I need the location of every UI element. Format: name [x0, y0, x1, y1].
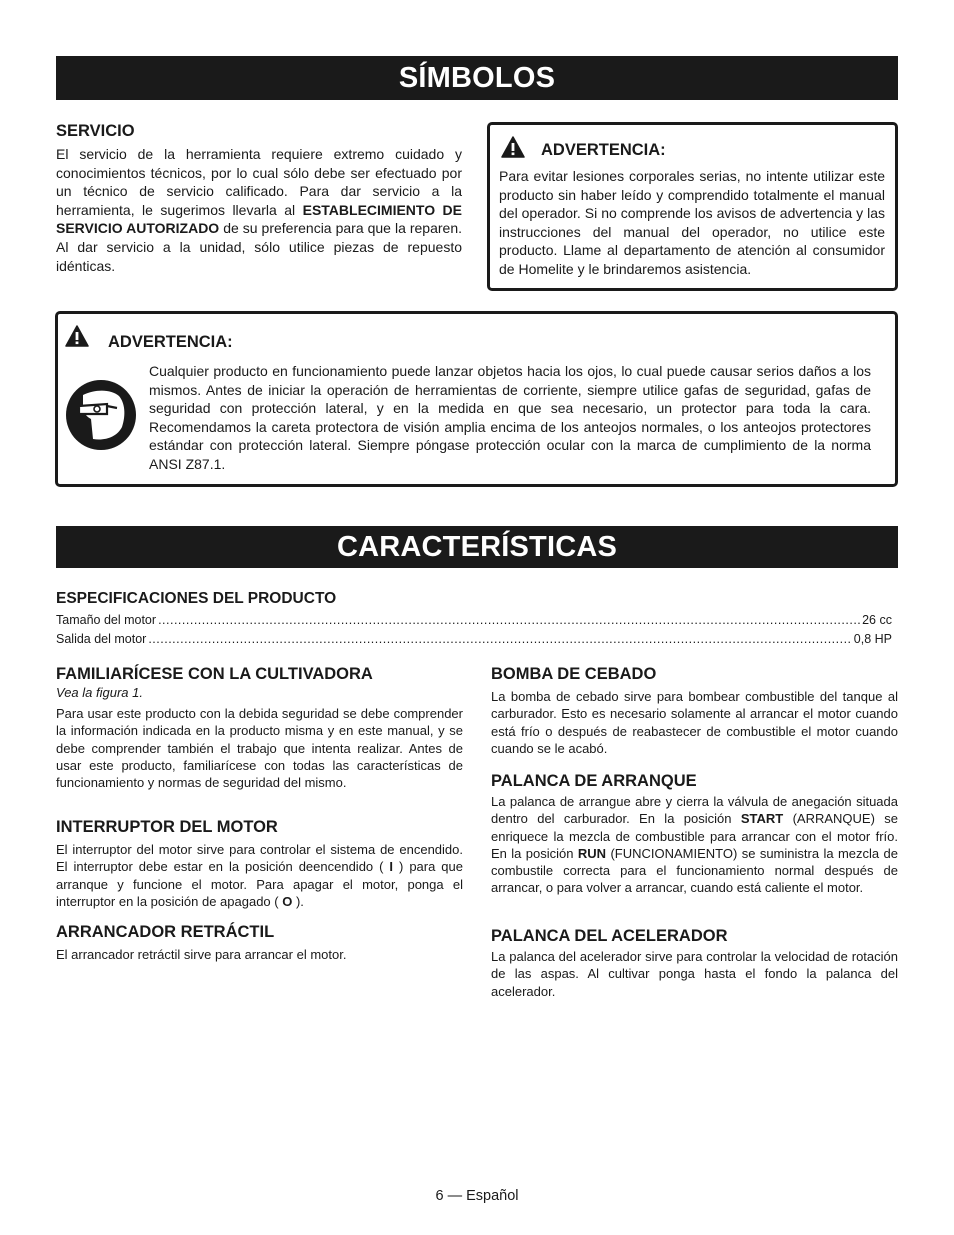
warning-triangle-icon: [65, 325, 89, 347]
familiarizese-text: Para usar este producto con la debida seguridad se debe comprender la información indicada en la producto misma y en este manual, y se debe comprender también el trabajo que intenta realizar. Antes de usar este producto, familiarícese con todas las características de funcionamiento y normas de seguridad del mismo.: [56, 706, 463, 791]
caracteristicas-banner: CARACTERÍSTICAS: [56, 526, 898, 568]
warning-triangle-icon: [501, 136, 525, 158]
warning-2-heading: ADVERTENCIA:: [108, 333, 233, 351]
safety-glasses-icon: [65, 379, 137, 451]
bomba-text: La bomba de cebado sirve para bombear combustible del tanque al carburador. Esto es necesario solamente al arrancar el motor cuando está frío o después de reabastecer de combustible el motor cuando cuando se le acabó.: [491, 689, 898, 756]
leader-dots: [148, 631, 851, 647]
spec-row: [56, 631, 892, 647]
arrancador-heading: ARRANCADOR RETRÁCTIL: [56, 923, 275, 941]
simbolos-banner: SÍMBOLOS: [56, 56, 898, 100]
warning-1-text: Para evitar lesiones corporales serias, no intente utilizar este producto sin haber leído y comprendido totalmente el manual del operador. Si no comprende los avisos de advertencia y las instrucciones del manual del operador, no utilice este producto. Llame al departamento de atención al consumidor de Homelite y le brindaremos asistencia.: [499, 168, 885, 277]
specs-heading: ESPECIFICACIONES DEL PRODUCTO: [56, 590, 337, 607]
page-number-footer: 6 — Español: [435, 1188, 519, 1204]
interruptor-text: El interruptor del motor sirve para controlar el sistema de encendido. El interruptor debe estar en la posición deencendido ( I ) para que arranque y funcione el motor. Para apagar el motor, ponga el interruptor en la posición de apagado ( O ).: [56, 842, 463, 909]
spec-value: 26 cc: [862, 613, 892, 627]
spec-label: Tamaño del motor: [56, 613, 157, 627]
arrancador-text: El arrancador retráctil sirve para arrancar el motor.: [56, 947, 347, 962]
spec-label: Salida del motor: [56, 632, 147, 646]
familiarizese-heading: FAMILIARÍCESE CON LA CULTIVADORA: [56, 665, 373, 683]
palanca-acelerador-text: La palanca del acelerador sirve para controlar la velocidad de rotación de las aspas. Al cultivar ponga hasta el fondo la palanca del acelerador.: [491, 949, 898, 999]
spec-row: [56, 612, 892, 628]
interruptor-heading: INTERRUPTOR DEL MOTOR: [56, 818, 278, 836]
warning-1-heading: ADVERTENCIA:: [541, 141, 666, 159]
servicio-text: El servicio de la herramienta requiere extremo cuidado y conocimientos técnicos, por lo cual sólo debe ser efectuado por un técnico de servicio calificado. Para dar servicio a la herramienta, le sugerimos llevarla al ESTABLECIMIENTO DE SERVICIO AUTORIZADO de su preferencia para que la reparen. Al dar servicio a la unidad, sólo utilice piezas de repuesto idénticas.: [56, 146, 463, 274]
palanca-arranque-heading: PALANCA DE ARRANQUE: [491, 772, 697, 790]
warning-2-text: Cualquier producto en funcionamiento puede lanzar objetos hacia los ojos, lo cual puede causar serios daños a los mismos. Antes de iniciar la operación de herramientas de corriente, siempre utilice gafas de seguridad, gafas de seguridad con protección lateral, y en la medida en que sea necesario, un protector para toda la cara. Recomendamos la careta protectora de visión amplia encima de los anteojos normales, o los anteojos protectores estándar con protección lateral. Siempre póngase protección ocular con la marca de cumplimiento de la norma ANSI Z87.1.: [149, 363, 871, 472]
warning-box-eye-protection: [55, 311, 898, 487]
spec-value: 0,8 HP: [853, 632, 892, 646]
palanca-arranque-text: La palanca de arrangue abre y cierra la válvula de anegación situada dentro del carburador. En la posición START (ARRANQUE) se enriquece la mezcla de combustible para arrancar con el motor frío. En la posición RUN (FUNCIONAMIENTO) se suministra la mezcla de combustile correcta para el funcionamiento normal después de arrancar, o para volver a arrancar, cuando está caliente el motor.: [491, 794, 898, 896]
palanca-acelerador-heading: PALANCA DEL ACELERADOR: [491, 927, 728, 945]
leader-dots: [158, 612, 860, 628]
servicio-heading: SERVICIO: [56, 122, 135, 140]
bomba-heading: BOMBA DE CEBADO: [491, 665, 657, 683]
warning-box-operator-manual: [487, 122, 898, 291]
figure-reference: Vea la figura 1.: [56, 685, 143, 700]
